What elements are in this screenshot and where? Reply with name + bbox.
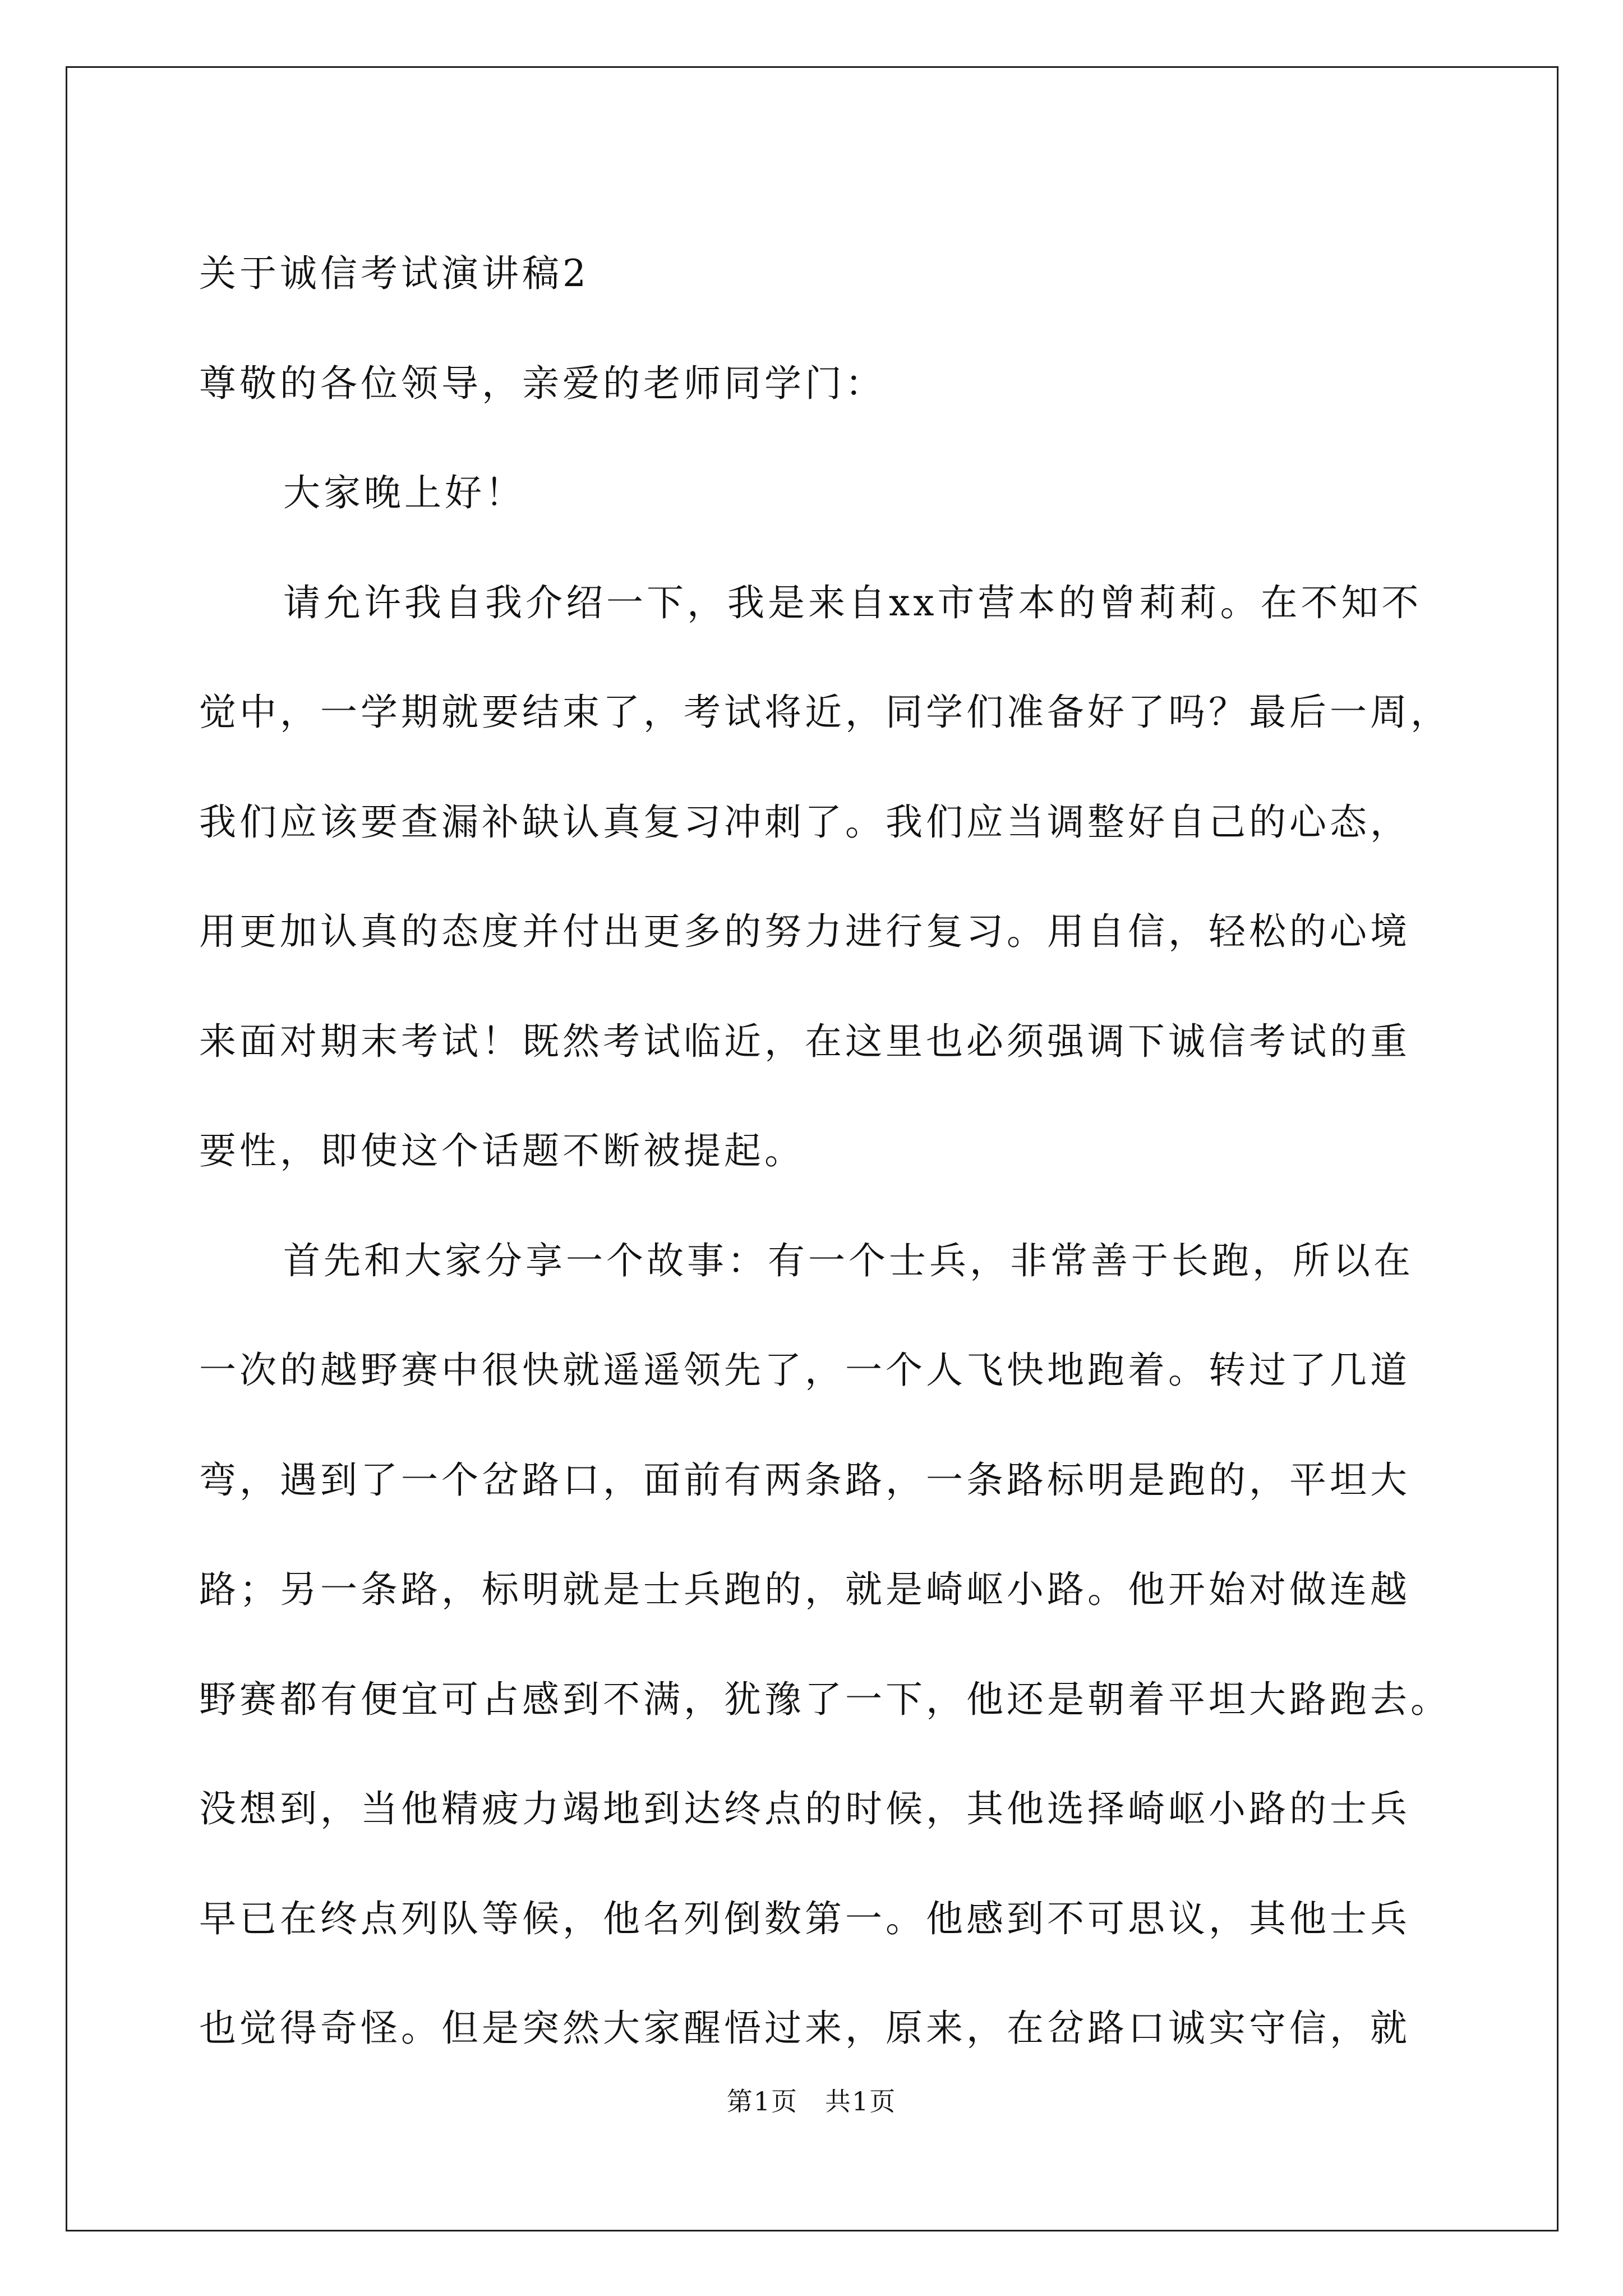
paragraph-line: 觉中，一学期就要结束了，考试将近，同学们准备好了吗？最后一周， <box>199 691 1451 734</box>
paragraph-line: 用更加认真的态度并付出更多的努力进行复习。用自信，轻松的心境 <box>199 910 1410 953</box>
paragraph-line: 弯，遇到了一个岔路口，面前有两条路，一条路标明是跑的，平坦大 <box>199 1458 1410 1502</box>
paragraph-line: 请允许我自我介绍一下，我是来自xx市营本的曾莉莉。在不知不 <box>283 581 1422 624</box>
document-title: 关于诚信考试演讲稿2 <box>199 252 589 295</box>
paragraph-line: 也觉得奇怪。但是突然大家醒悟过来，原来，在岔路口诚实守信，就 <box>199 2007 1410 2050</box>
paragraph-line: 早已在终点列队等候，他名列倒数第一。他感到不可思议，其他士兵 <box>199 1897 1410 1940</box>
paragraph-line: 野赛都有便宜可占感到不满，犹豫了一下，他还是朝着平坦大路跑去。 <box>199 1677 1451 1721</box>
paragraph-line: 大家晚上好！ <box>283 471 525 514</box>
page-number: 第1页 共1页 <box>726 2086 897 2116</box>
paragraph-line: 要性，即使这个话题不断被提起。 <box>199 1129 805 1172</box>
paragraph-line: 来面对期末考试！既然考试临近，在这里也必须强调下诚信考试的重 <box>199 1019 1410 1063</box>
document-body <box>199 219 1451 2083</box>
paragraph-line: 我们应该要查漏补缺认真复习冲刺了。我们应当调整好自己的心态， <box>199 800 1410 844</box>
paragraph-line: 路；另一条路，标明就是士兵跑的，就是崎岖小路。他开始对做连越 <box>199 1568 1410 1611</box>
paragraph-line: 没想到，当他精疲力竭地到达终点的时候，其他选择崎岖小路的士兵 <box>199 1787 1410 1830</box>
paragraph-line: 一次的越野赛中很快就遥遥领先了，一个人飞快地跑着。转过了几道 <box>199 1349 1410 1392</box>
paragraph-line: 尊敬的各位领导，亲爱的老师同学门： <box>199 361 886 405</box>
paragraph-line: 首先和大家分享一个故事：有一个士兵，非常善于长跑，所以在 <box>283 1239 1414 1282</box>
